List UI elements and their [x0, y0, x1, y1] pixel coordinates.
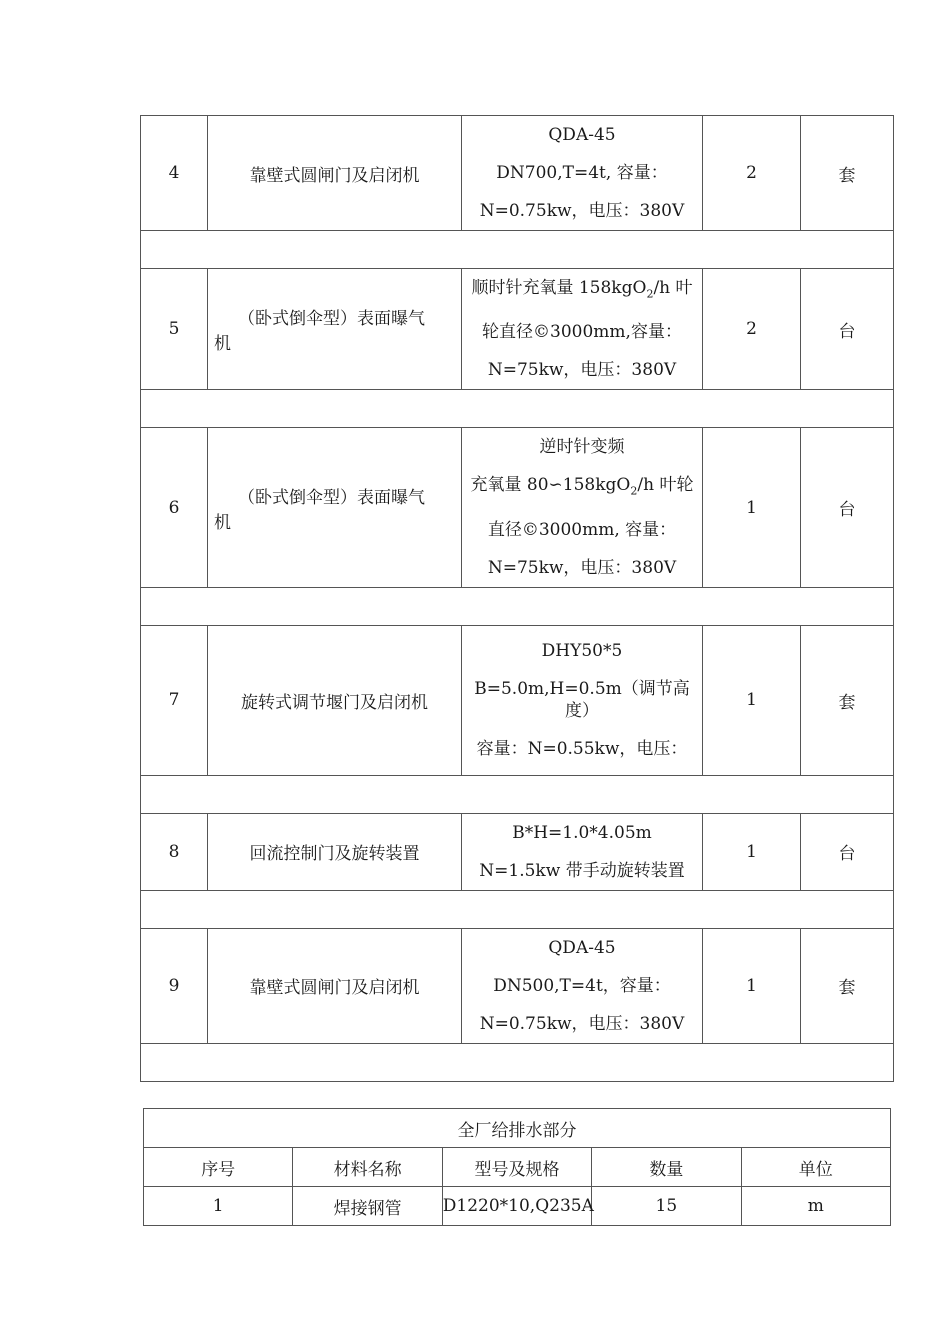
table-row — [141, 116, 894, 231]
equipment-qty: 1 — [703, 428, 801, 587]
spacer-row — [141, 890, 894, 928]
spacer-row — [141, 390, 894, 428]
material-name: 焊接钢管 — [293, 1187, 442, 1226]
equipment-name: 旋转式调节堰门及启闭机 — [208, 625, 462, 775]
row-number: 7 — [141, 625, 208, 775]
row-number: 5 — [141, 269, 208, 390]
row-number: 4 — [141, 116, 208, 231]
column-header: 材料名称 — [293, 1148, 442, 1187]
equipment-name: 回流控制门及旋转装置 — [208, 813, 462, 890]
equipment-qty: 1 — [703, 813, 801, 890]
spacer-row — [141, 775, 894, 813]
equipment-qty: 1 — [703, 625, 801, 775]
equipment-spec: QDA-45 DN500,T=4t，容量： N=0.75kw，电压：380V — [462, 928, 703, 1043]
column-header: 数量 — [592, 1148, 741, 1187]
equipment-spec: B*H=1.0*4.05m N=1.5kw 带手动旋转装置 — [462, 813, 703, 890]
equipment-spec: QDA-45 DN700,T=4t, 容量： N=0.75kw，电压：380V — [462, 116, 703, 231]
material-spec: D1220*10,Q235A — [442, 1187, 591, 1226]
table-row — [141, 269, 894, 390]
equipment-table — [140, 115, 894, 1082]
row-number: 1 — [144, 1187, 293, 1226]
equipment-name: 靠壁式圆闸门及启闭机 — [208, 116, 462, 231]
materials-table — [143, 1108, 891, 1226]
material-unit: m — [741, 1187, 890, 1226]
table-row — [141, 928, 894, 1043]
section-title-row — [144, 1109, 891, 1148]
row-number: 8 — [141, 813, 208, 890]
material-qty: 15 — [592, 1187, 741, 1226]
equipment-unit: 套 — [801, 116, 894, 231]
equipment-unit: 台 — [801, 813, 894, 890]
column-header: 型号及规格 — [442, 1148, 591, 1187]
equipment-unit: 套 — [801, 625, 894, 775]
equipment-qty: 2 — [703, 116, 801, 231]
header-row — [144, 1148, 891, 1187]
equipment-name: 靠壁式圆闸门及启闭机 — [208, 928, 462, 1043]
table-row — [141, 813, 894, 890]
equipment-unit: 台 — [801, 428, 894, 587]
row-number: 9 — [141, 928, 208, 1043]
spacer-row — [141, 587, 894, 625]
table-row — [141, 428, 894, 587]
equipment-name: （卧式倒伞型）表面曝气 机 — [208, 269, 462, 390]
equipment-qty: 1 — [703, 928, 801, 1043]
column-header: 单位 — [741, 1148, 890, 1187]
column-header: 序号 — [144, 1148, 293, 1187]
equipment-spec: DHY50*5 B=5.0m,H=0.5m（调节高度） 容量：N=0.55kw，电压： — [462, 625, 703, 775]
row-number: 6 — [141, 428, 208, 587]
equipment-name: （卧式倒伞型）表面曝气 机 — [208, 428, 462, 587]
table-row — [144, 1187, 891, 1226]
section-title: 全厂给排水部分 — [144, 1109, 891, 1148]
equipment-unit: 台 — [801, 269, 894, 390]
table-row — [141, 625, 894, 775]
equipment-spec: 顺时针充氧量 158kgO$_2$/h 叶 轮直径©3000mm,容量： N=75kw，电压：380V — [462, 269, 703, 390]
spacer-row — [141, 1043, 894, 1081]
equipment-spec: 逆时针变频 充氧量 80∽158kgO$_2$/h 叶轮 直径©3000mm, 容量： N=75kw，电压：380V — [462, 428, 703, 587]
equipment-unit: 套 — [801, 928, 894, 1043]
equipment-qty: 2 — [703, 269, 801, 390]
spacer-row — [141, 231, 894, 269]
